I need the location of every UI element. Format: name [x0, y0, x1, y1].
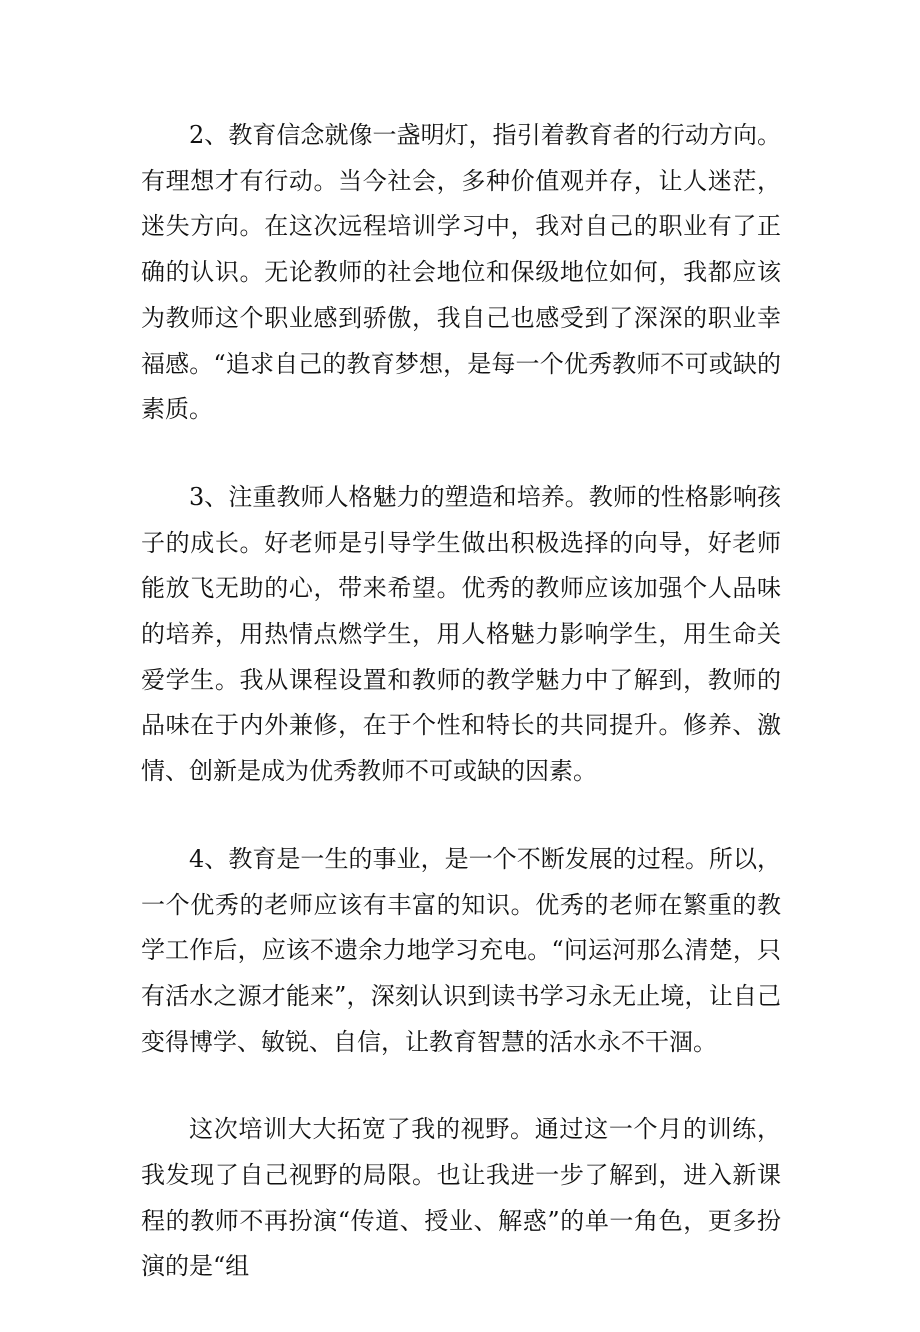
- paragraph-personality: 3、注重教师人格魅力的塑造和培养。教师的性格影响孩子的成长。好老师是引导学生做出积极选择的向导，好老师能放飞无助的心，带来希望。优秀的教师应该加强个人品味的培养，用热情点燃学生，用人格魅力影响学生，用生命关爱学生。我从课程设置和教师的教学魅力中了解到，教师的品味在于内外兼修，在于个性和特长的共同提升。修养、激情、创新是成为优秀教师不可或缺的因素。: [141, 482, 781, 786]
- document-body: [141, 113, 781, 1332]
- paragraph-belief: 2、教育信念就像一盏明灯，指引着教育者的行动方向。有理想才有行动。当今社会，多种价值观并存，让人迷茫，迷失方向。在这次远程培训学习中，我对自己的职业有了正确的认识。无论教师的社会地位和保级地位如何，我都应该为教师这个职业感到骄傲，我自己也感受到了深深的职业幸福感。“追求自己的教育梦想，是每一个优秀教师不可或缺的素质。: [141, 121, 781, 424]
- paragraph-training-reflection: 这次培训大大拓宽了我的视野。通过这一个月的训练，我发现了自己视野的局限。也让我进一步了解到，进入新课程的教师不再扮演“传道、授业、解惑”的单一角色，更多扮演的是“组: [141, 1115, 781, 1281]
- paragraph-lifelong-learning: 4、教育是一生的事业，是一个不断发展的过程。所以，一个优秀的老师应该有丰富的知识。优秀的老师在繁重的教学工作后，应该不遗余力地学习充电。“问运河那么清楚，只有活水之源才能来”，深刻认识到读书学习永无止境，让自己变得博学、敏锐、自信，让教育智慧的活水永不干涸。: [141, 844, 781, 1056]
